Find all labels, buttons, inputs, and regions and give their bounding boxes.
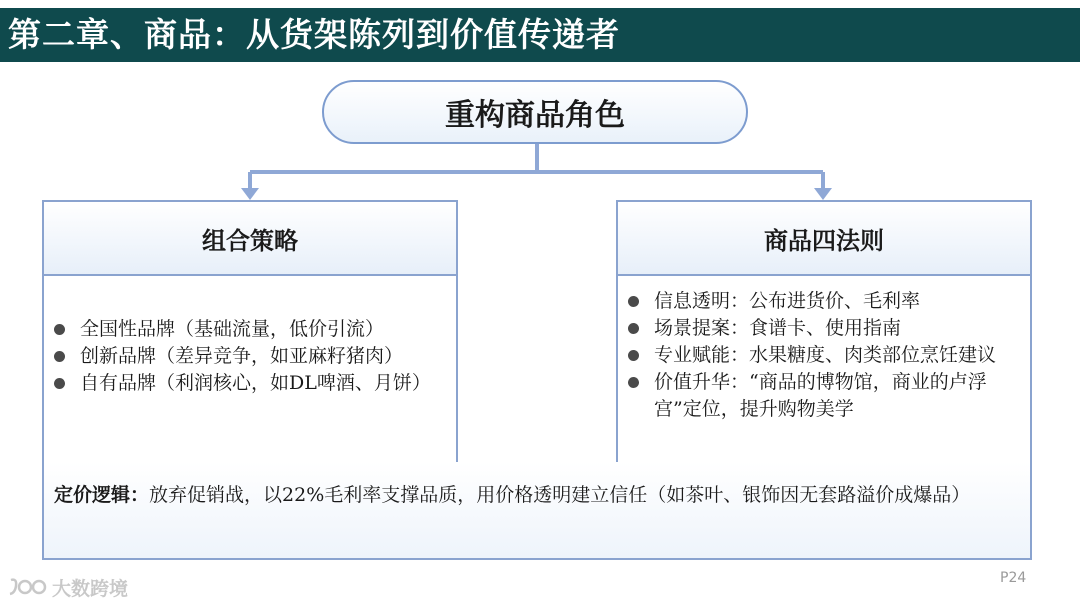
pricing-label: 定价逻辑： (54, 484, 150, 506)
list-item: 信息透明：公布进货价、毛利率 (626, 288, 1022, 315)
brand-logo (8, 574, 128, 600)
list-item: 全国性品牌（基础流量，低价引流） (52, 316, 448, 343)
page-title: 第二章、商品：从货架陈列到价值传递者 (8, 15, 620, 54)
four-rules-panel (616, 200, 1032, 464)
logo-text: 大数跨境 (52, 577, 129, 600)
list-item: 价值升华：“商品的博物馆，商业的卢浮宫”定位，提升购物美学 (626, 369, 1022, 423)
list-item: 创新品牌（差异竞争，如亚麻籽猪肉） (52, 343, 448, 370)
panel-title: 组合策略 (202, 226, 298, 255)
rules-list (626, 288, 1022, 423)
panel-header (44, 202, 456, 276)
pricing-text: 放弃促销战，以22%毛利率支撑品质，用价格透明建立信任（如茶叶、银饰因无套路溢价成爆品） (149, 484, 971, 506)
panel-header (618, 202, 1030, 276)
list-item: 自有品牌（利润核心，如DL啤酒、月饼） (52, 370, 448, 397)
list-item: 场景提案：食谱卡、使用指南 (626, 315, 1022, 342)
root-label: 重构商品角色 (445, 98, 625, 133)
logo-icon (8, 576, 48, 598)
page-number: P24 (1000, 570, 1027, 586)
pricing-logic-box (42, 462, 1032, 560)
list-item: 专业赋能：水果糖度、肉类部位烹饪建议 (626, 342, 1022, 369)
root-node (322, 80, 748, 144)
panel-title: 商品四法则 (764, 226, 884, 255)
strategy-list (52, 316, 448, 397)
combination-strategy-panel (42, 200, 458, 464)
